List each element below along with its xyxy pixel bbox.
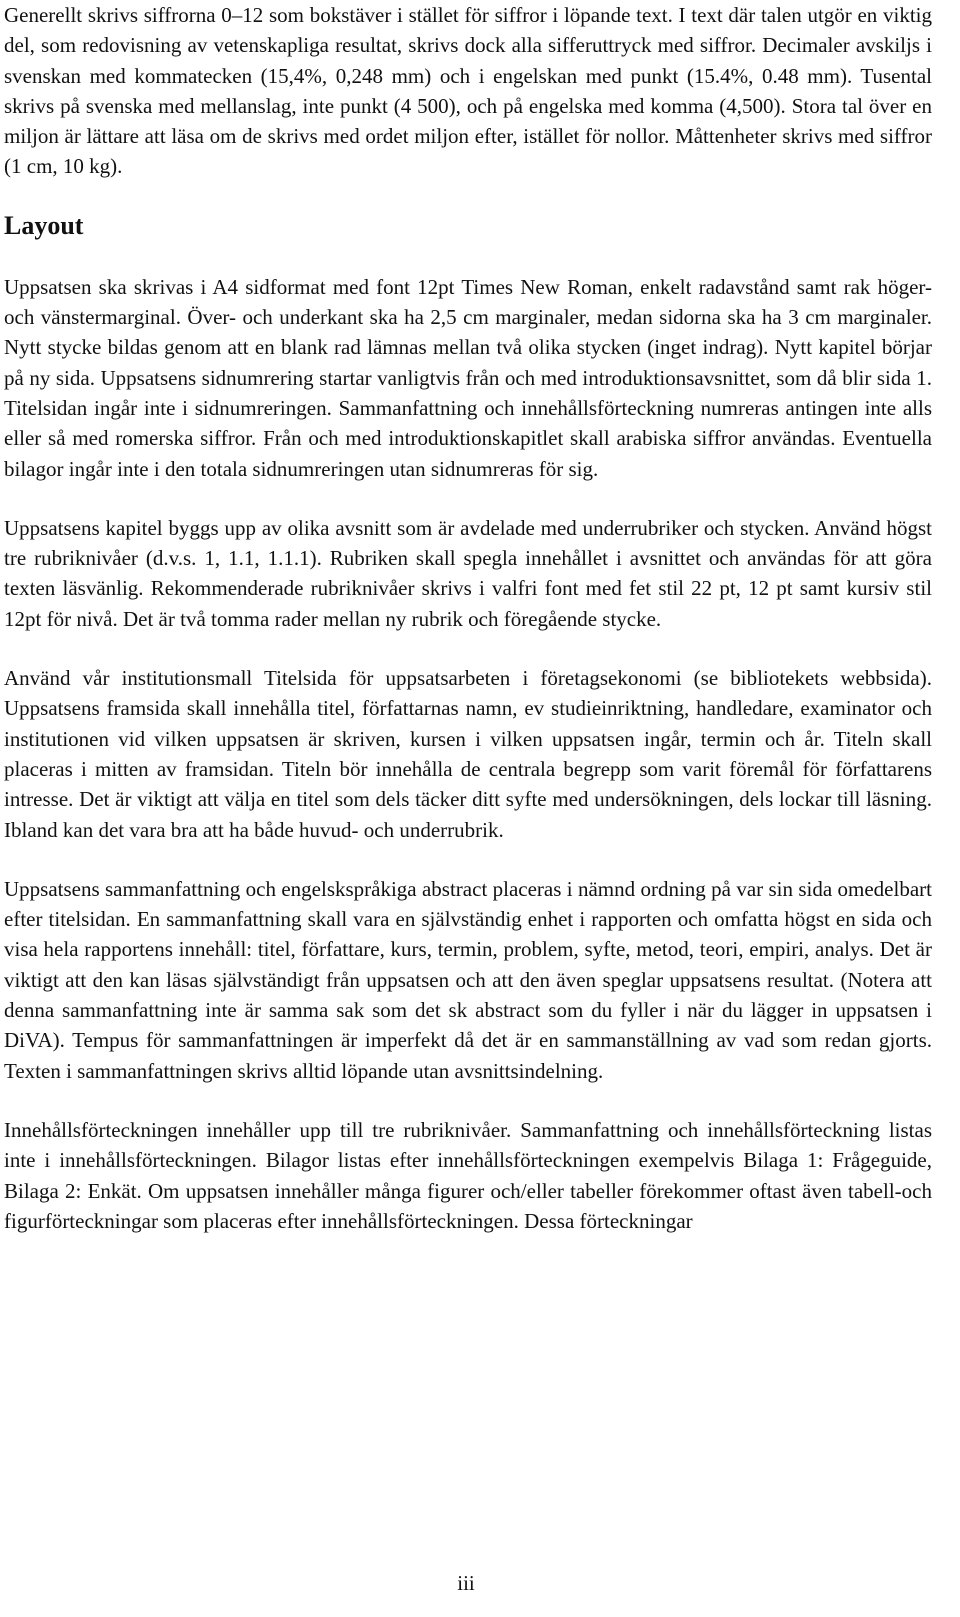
paragraph-table-of-contents: Innehållsförteckningen innehåller upp till tre rubriknivåer. Sammanfattning och innehållsförteckning listas inte i innehållsförteckningen. Bilagor listas efter innehållsförteckningen exempelvis Bilaga 1: Frågeguide, Bilaga 2: Enkät. Om uppsatsen innehåller många figurer och/eller tabeller förekommer oftast även tabell-och figurförteckningar som placeras efter innehållsförteckningen. Dessa förteckningar [4,1117,932,1233]
paragraph-chapter-structure: Uppsatsens kapitel byggs upp av olika avsnitt som är avdelade med underrubriker och stycken. Använd högst tre rubriknivåer (d.v.s. 1, 1.1, 1.1.1). Rubriken skall spegla innehållet i avsnittet och användas för att göra texten läsvänlig. Rekommenderade rubriknivåer skrivs i valfri font med fet stil 22 pt, 12 pt samt kursiv stil 12pt för nivå. Det är två tomma rader mellan ny rubrik och föregående stycke. [4,515,932,631]
paragraph-gap [4,484,932,513]
page-number: iii [457,1571,475,1595]
paragraph-summary-abstract: Uppsatsens sammanfattning och engelskspråkiga abstract placeras i nämnd ordning på var sin sida omedelbart efter titelsidan. En sammanfattning skall vara en självständig enhet i rapporten och omfatta högst en sida och visa hela rapportens innehåll: titel, författare, kurs, termin, problem, syfte, metod, teori, empiri, analys. Det är viktigt att den kan läsas självständigt från uppsatsen och att den även speglar uppsatsens resultat. (Notera att denna sammanfattning inte är samma sak som det sk abstract som du fyller i när du lägger in uppsatsen i DiVA). Tempus för sammanfattningen är imperfekt då det är en sammanställning av vad som redan gjorts. Texten i sammanfattningen skrivs alltid löpande utan avsnittsindelning. [4,876,932,1083]
paragraph-layout-rules: Uppsatsen ska skrivas i A4 sidformat med font 12pt Times New Roman, enkelt radavstånd samt rak höger- och vänstermarginal. Över- och underkant ska ha 2,5 cm marginaler, medan sidorna ska ha 3 cm marginaler. Nytt stycke bildas genom att en blank rad lämnas mellan två olika stycken (inget indrag). Nytt kapitel börjar på ny sida. Uppsatsens sidnumrering startar vanligtvis från och med introduktionsavsnittet, som då blir sida 1. Titelsidan ingår inte i sidnumreringen. Sammanfattning och innehållsförteckning numreras antingen inte alls eller så med romerska siffror. Från och med introduktionskapitlet skall arabiska siffror användas. Eventuella bilagor ingår inte i den totala sidnumreringen utan sidnumreras för sig. [4,274,932,481]
paragraph-gap [4,634,932,663]
paragraph-number-formatting: Generellt skrivs siffrorna 0–12 som bokstäver i stället för siffror i löpande text. I text där talen utgör en viktig del, som redovisning av vetenskapliga resultat, skrivs dock alla sifferuttryck med siffror. Decimaler avskiljs i svenskan med kommatecken (15,4%, 0,248 mm) och i engelskan med punkt (15.4%, 0.48 mm). Tusental skrivs på svenska med mellanslag, inte punkt (4 500), och på engelska med komma (4,500). Stora tal över en miljon är lättare att läsa om de skrivs med ordet miljon efter, istället för nollor. Måttenheter skrivs med siffror (1 cm, 10 kg). [4,3,932,179]
document-page [4,0,932,1236]
section-heading-layout: Layout [4,210,84,240]
paragraph-title-page: Använd vår institutionsmall Titelsida för uppsatsarbeten i företagsekonomi (se bibliotekets webbsida). Uppsatsens framsida skall innehålla titel, författarnas namn, ev studieinriktning, handledare, examinator och institutionen vid vilken uppsatsen är skriven, kursen i vilken uppsatsen ingår, termin och år. Titeln skall placeras i mitten av framsidan. Titeln bör innehålla de centrala begrepp som varit föremål för författarens intresse. Det är viktigt att välja en titel som dels täcker ditt syfte med undersökningen, dels lockar till läsning. Ibland kan det vara bra att ha både huvud- och underrubrik. [4,666,932,842]
paragraph-gap [4,1086,932,1115]
paragraph-gap [4,845,932,874]
